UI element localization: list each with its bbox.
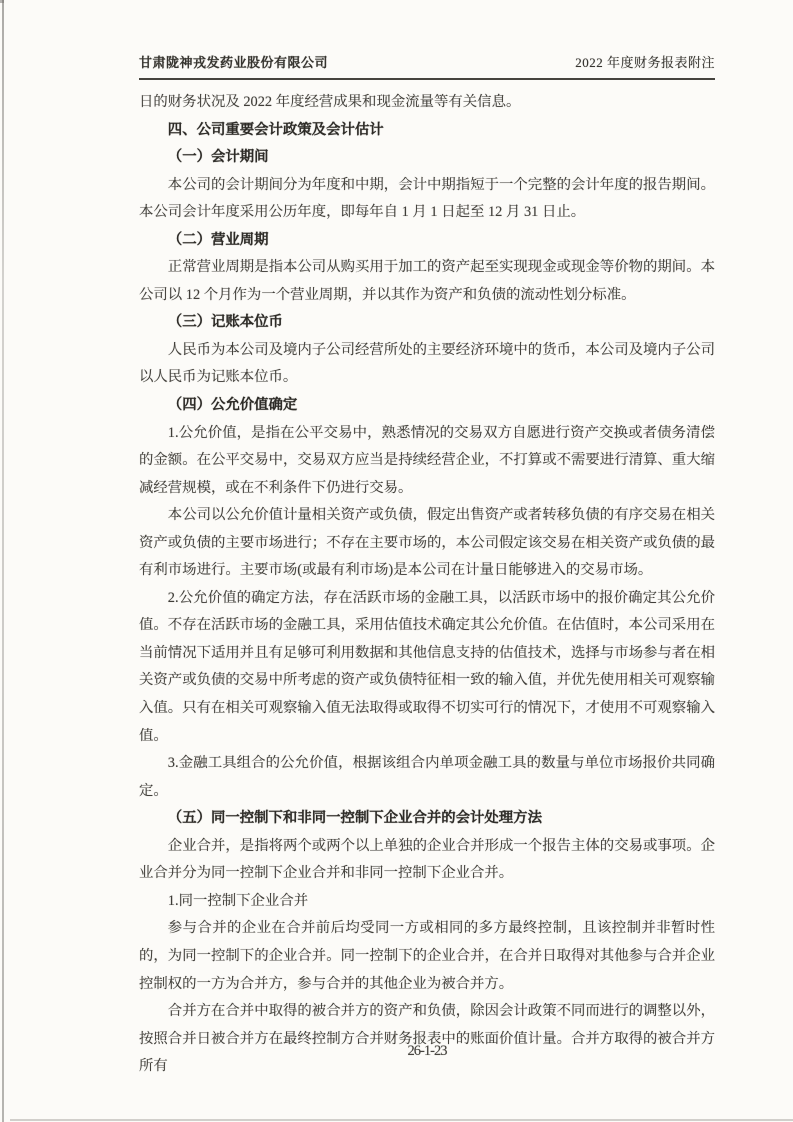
scan-left-edge-artifact [2,0,4,1122]
section-heading-l2: （一）会计期间 [167,149,269,166]
section-heading-l2: （三）记账本位币 [167,314,283,331]
body-paragraph: 1.公允价值，是指在公平交易中，熟悉情况的交易双方自愿进行资产交换或者债务清偿的金额。在公平交易中，交易双方应当是持续经营企业，不打算或不需要进行清算、重大缩减经营规模，或在不利条件下仍进行交易。 [139,424,715,496]
page-number: 26-1-23 [407,1043,447,1059]
body-paragraph: 企业合并，是指将两个或两个以上单独的企业合并形成一个报告主体的交易或事项。企业合并分为同一控制下企业合并和非同一控制下企业合并。 [139,837,715,882]
section-heading-l2: （二）营业周期 [167,231,269,248]
document-body [139,89,715,1081]
body-paragraph: 正常营业周期是指本公司从购买用于加工的资产起至实现现金或现金等价物的期间。本公司以 12 个月作为一个营业周期，并以其作为资产和负债的流动性划分标准。 [139,259,715,303]
page-content [139,52,715,1081]
body-paragraph: 合并方在合并中取得的被合并方的资产和负债，除因会计政策不同而进行的调整以外，按照合并日被合并方在最终控制方合并财务报表中的账面价值计量。合并方取得的被合并方所有 [139,1003,715,1075]
body-paragraph: 本公司的会计期间分为年度和中期，会计中期指短于一个完整的会计年度的报告期间。本公司会计年度采用公历年度，即每年自 1 月 1 日起至 12 月 31 日止。 [139,176,715,221]
company-name: 甘肃陇神戎发药业股份有限公司 [139,55,329,70]
body-paragraph: 人民币为本公司及境内子公司经营所处的主要经济环境中的货币，本公司及境内子公司以人民币为记账本位币。 [139,341,715,386]
body-paragraph: 3.金融工具组合的公允价值，根据该组合内单项金融工具的数量与单位市场报价共同确定。 [139,755,715,799]
body-paragraph: 参与合并的企业在合并前后均受同一方或相同的多方最终控制，且该控制并非暂时性的，为同一控制下的企业合并。同一控制下的企业合并，在合并日取得对其他参与合并企业控制权的一方为合并方，参与合并的其他企业为被合并方。 [139,920,715,992]
section-heading-l1: 四、公司重要会计政策及会计估计 [167,121,384,138]
numbered-item: 1.同一控制下企业合并 [167,892,309,909]
body-paragraph-continuation: 日的财务状况及 2022 年度经营成果和现金流量等有关信息。 [139,94,521,110]
report-title: 2022 年度财务报表附注 [575,55,715,70]
document-header [139,52,715,80]
scan-corner-artifact [0,0,4,3]
body-paragraph: 本公司以公允价值计量相关资产或负债，假定出售资产或者转移负债的有序交易在相关资产或负债的主要市场进行；不存在主要市场的，本公司假定该交易在相关资产或负债的最有利市场进行。主要市场(或最有利市场)是本公司在计量日能够进入的交易市场。 [139,507,715,579]
section-heading-l2: （五）同一控制下和非同一控制下企业合并的会计处理方法 [167,810,542,827]
section-heading-l2: （四）公允价值确定 [167,397,298,414]
scan-bottom-edge-artifact [10,1119,793,1121]
body-paragraph: 2.公允价值的确定方法，存在活跃市场的金融工具，以活跃市场中的报价确定其公允价值。不存在活跃市场的金融工具，采用估值技术确定其公允价值。在估值时，本公司采用在当前情况下适用并且有足够可利用数据和其他信息支持的估值技术，选择与市场参与者在相关资产或负债的交易中所考虑的资产或负债特征相一致的输入值，并优先使用相关可观察输入值。只有在相关可观察输入值无法取得或取得不切实可行的情况下，才使用不可观察输入值。 [139,589,715,744]
